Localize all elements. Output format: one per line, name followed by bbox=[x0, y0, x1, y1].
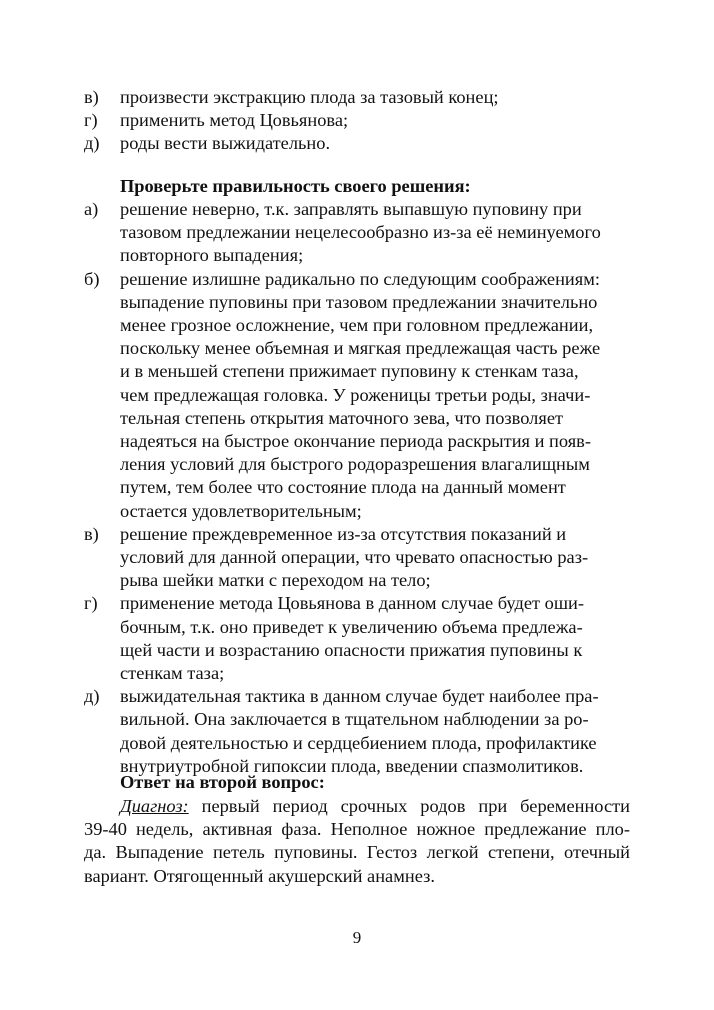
option-list bbox=[84, 86, 644, 156]
check-item-g bbox=[84, 592, 644, 685]
option-item bbox=[84, 109, 644, 132]
text-line: чем предлежащая головка. У роженицы третьи роды, значи- bbox=[120, 384, 591, 405]
check-heading: Проверьте правильность своего решения: bbox=[120, 176, 471, 196]
list-marker: а) bbox=[84, 199, 99, 219]
text-line: бочным, т.к. оно приведет к увеличению объема предлежа- bbox=[120, 616, 583, 637]
diagnosis-paragraph bbox=[84, 795, 630, 888]
text-line: остается удовлетворительным; bbox=[120, 500, 362, 521]
text-line: произвести экстракцию плода за тазовый конец; bbox=[120, 87, 499, 107]
text-line: путем, тем более что состояние плода на данный момент bbox=[120, 477, 566, 498]
list-marker: г) bbox=[84, 593, 98, 614]
check-item-a bbox=[84, 198, 644, 268]
text-line: ления условий для быстрого родоразрешения влагалищным bbox=[120, 454, 590, 475]
list-marker: в) bbox=[84, 523, 99, 544]
text-line bbox=[84, 795, 630, 818]
text-line: рыва шейки матки с переходом на тело; bbox=[120, 570, 431, 591]
text-line: 39-40 недель, активная фаза. Неполное ножное предлежание пло- bbox=[84, 819, 630, 840]
text-line: надеяться на быстрое окончание периода раскрытия и появ- bbox=[120, 431, 591, 452]
check-item-v bbox=[84, 523, 644, 593]
text-line: решение излишне радикально по следующим соображениям: bbox=[120, 268, 600, 289]
page-number: 9 bbox=[352, 928, 362, 947]
text-line: решение преждевременное из-за отсутствия показаний и bbox=[120, 523, 567, 544]
text-line: внутриутробной гипоксии плода, введении спазмолитиков. bbox=[120, 755, 584, 776]
option-item bbox=[84, 86, 644, 109]
list-marker: в) bbox=[84, 87, 99, 107]
text-line: решение неверно, т.к. заправлять выпавшую пуповину при bbox=[120, 199, 582, 219]
text-line: повторного выпадения; bbox=[120, 245, 304, 266]
answer-heading: Ответ на второй вопрос: bbox=[120, 772, 325, 792]
text-line: тельная степень открытия маточного зева, что позволяет bbox=[120, 407, 564, 428]
text-line: вариант. Отягощенный акушерский анамнез. bbox=[84, 865, 435, 886]
check-item-b bbox=[84, 268, 644, 523]
text-line: и в меньшей степени прижимает пуповину к стенкам таза, bbox=[120, 361, 579, 382]
list-marker: г) bbox=[84, 110, 98, 131]
text-line: условий для данной операции, что чревато опасностью раз- bbox=[120, 547, 589, 568]
text-line: да. Выпадение петель пуповины. Гестоз легкой степени, отечный bbox=[84, 842, 630, 863]
diagnosis-label: Диагноз: bbox=[120, 796, 189, 816]
text-line: роды вести выжидательно. bbox=[120, 133, 331, 154]
list-marker: д) bbox=[84, 133, 100, 154]
text-line: применить метод Цовьянова; bbox=[120, 110, 349, 131]
text-line: применение метода Цовьянова в данном случае будет оши- bbox=[120, 593, 584, 614]
list-marker: д) bbox=[84, 686, 100, 707]
text-line: выжидательная тактика в данном случае будет наиболее пра- bbox=[120, 686, 599, 707]
text-line: выпадение пуповины при тазовом предлежании значительно bbox=[120, 291, 598, 312]
option-item bbox=[84, 132, 644, 155]
text-line: довой деятельностью и сердцебиением плода, профилактике bbox=[120, 732, 597, 753]
text-line: поскольку менее объемная и мягкая предлежащая часть реже bbox=[120, 338, 601, 359]
text-line: щей части и возрастанию опасности прижатия пуповины к bbox=[120, 639, 583, 660]
text-line: тазовом предлежании нецелесообразно из-за её неминуемого bbox=[120, 222, 601, 243]
check-list bbox=[84, 198, 644, 778]
text-line: стенкам таза; bbox=[120, 663, 225, 684]
text-line: вильной. Она заключается в тщательном наблюдении за ро- bbox=[120, 709, 589, 730]
list-marker: б) bbox=[84, 268, 100, 289]
diagnosis-text: первый период срочных родов при беременности bbox=[188, 796, 630, 816]
check-item-d bbox=[84, 685, 644, 778]
text-line: менее грозное осложнение, чем при головном предлежании, bbox=[120, 315, 594, 336]
